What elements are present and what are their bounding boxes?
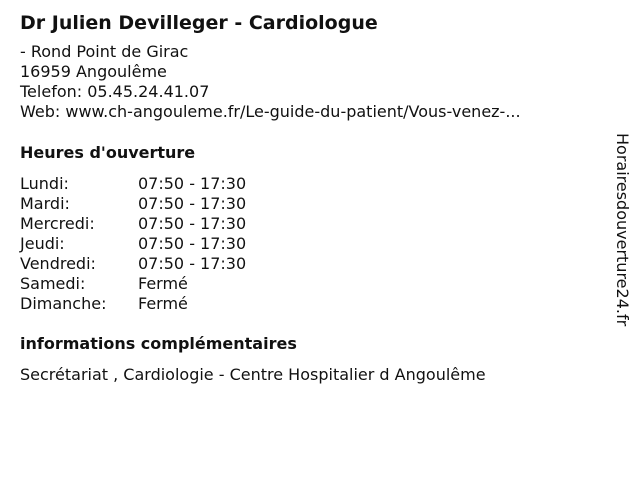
day-label: Lundi:	[20, 174, 69, 193]
day-label: Jeudi:	[20, 234, 65, 253]
hours-row-wednesday	[20, 214, 600, 234]
hours-row-friday	[20, 254, 600, 274]
phone-number: Telefon: 05.45.24.41.07	[20, 82, 210, 101]
extra-info-text: Secrétariat , Cardiologie - Centre Hospitalier d Angoulême	[20, 365, 486, 384]
hours-row-thursday	[20, 234, 600, 254]
day-label: Dimanche:	[20, 294, 107, 313]
time-value: 07:50 - 17:30	[138, 174, 247, 193]
page-title: Dr Julien Devilleger - Cardiologue	[20, 12, 378, 34]
hours-row-tuesday	[20, 194, 600, 214]
hours-row-saturday	[20, 274, 600, 294]
opening-hours-list	[20, 174, 600, 314]
listing-card	[20, 11, 600, 385]
hours-row-sunday	[20, 294, 600, 314]
extra-info-heading: informations complémentaires	[20, 334, 297, 353]
time-value: Fermé	[138, 274, 188, 293]
address-block	[20, 42, 600, 122]
site-watermark: Horairesdouverture24.fr	[613, 133, 632, 327]
time-value: 07:50 - 17:30	[138, 234, 247, 253]
hours-heading: Heures d'ouverture	[20, 143, 196, 162]
time-value: 07:50 - 17:30	[138, 214, 247, 233]
hours-row-monday	[20, 174, 600, 194]
city-line: 16959 Angoulême	[20, 62, 167, 81]
day-label: Samedi:	[20, 274, 86, 293]
day-label: Mardi:	[20, 194, 70, 213]
day-label: Mercredi:	[20, 214, 95, 233]
website-link[interactable]: Web: www.ch-angouleme.fr/Le-guide-du-patient/Vous-venez-...	[20, 102, 521, 121]
day-label: Vendredi:	[20, 254, 96, 273]
time-value: 07:50 - 17:30	[138, 194, 247, 213]
time-value: Fermé	[138, 294, 188, 313]
street-address: - Rond Point de Girac	[20, 42, 189, 61]
time-value: 07:50 - 17:30	[138, 254, 247, 273]
